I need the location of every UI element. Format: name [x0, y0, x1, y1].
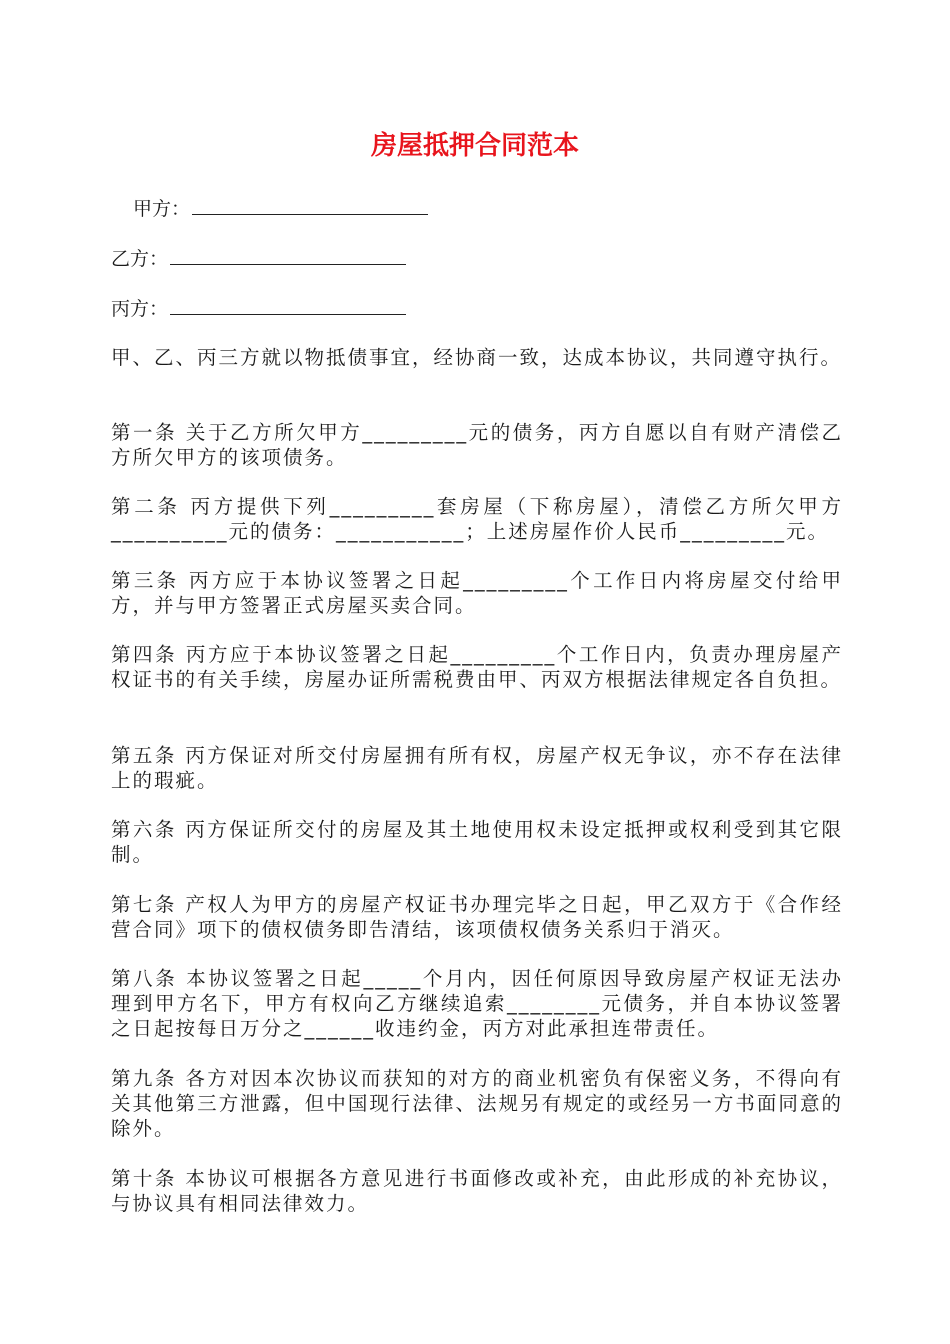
article-9-paragraph: 第九条 各方对因本次协议而获知的对方的商业机密负有保密义务，不得向有关其他第三方泄露，但中国现行法律、法规另有规定的或经另一方书面同意的除外。	[111, 1067, 843, 1140]
party-a-line	[133, 196, 428, 222]
article-10-paragraph: 第十条 本协议可根据各方意见进行书面修改或补充，由此形成的补充协议，与协议具有相同法律效力。	[111, 1167, 843, 1215]
document-title: 房屋抵押合同范本	[370, 131, 579, 161]
preamble-paragraph: 甲、乙、丙三方就以物抵债事宜，经协商一致，达成本协议，共同遵守执行。	[111, 346, 843, 369]
article-5-paragraph: 第五条 丙方保证对所交付房屋拥有所有权，房屋产权无争议，亦不存在法律上的瑕疵。	[111, 744, 843, 792]
party-a-label: 甲方：	[133, 198, 191, 220]
party-c-blank	[170, 296, 406, 315]
party-b-blank	[170, 246, 406, 265]
article-1-paragraph: 第一条 关于乙方所欠甲方_________元的债务，丙方自愿以自有财产清偿乙方所欠甲方的该项债务。	[111, 421, 843, 469]
article-6-paragraph: 第六条 丙方保证所交付的房屋及其土地使用权未设定抵押或权利受到其它限制。	[111, 818, 843, 866]
article-8-paragraph: 第八条 本协议签署之日起_____个月内，因任何原因导致房屋产权证无法办理到甲方名下，甲方有权向乙方继续追索________元债务，并自本协议签署之日起按每日万分之______收违约金，丙方对此承担连带责任。	[111, 967, 843, 1040]
article-3-paragraph: 第三条 丙方应于本协议签署之日起_________个工作日内将房屋交付给甲方，并与甲方签署正式房屋买卖合同。	[111, 569, 843, 617]
party-b-line	[111, 246, 406, 272]
article-7-paragraph: 第七条 产权人为甲方的房屋产权证书办理完毕之日起，甲乙双方于《合作经营合同》项下的债权债务即告清结，该项债权债务关系归于消灭。	[111, 893, 843, 941]
party-c-label: 丙方：	[111, 298, 169, 320]
article-4-paragraph: 第四条 丙方应于本协议签署之日起_________个工作日内，负责办理房屋产权证书的有关手续，房屋办证所需税费由甲、丙双方根据法律规定各自负担。	[111, 643, 843, 691]
party-a-blank	[192, 196, 428, 215]
party-b-label: 乙方：	[111, 248, 169, 270]
article-2-paragraph: 第二条 丙方提供下列_________套房屋（下称房屋），清偿乙方所欠甲方__________元的债务：___________；上述房屋作价人民币_________元。	[111, 495, 843, 543]
party-c-line	[111, 296, 406, 322]
